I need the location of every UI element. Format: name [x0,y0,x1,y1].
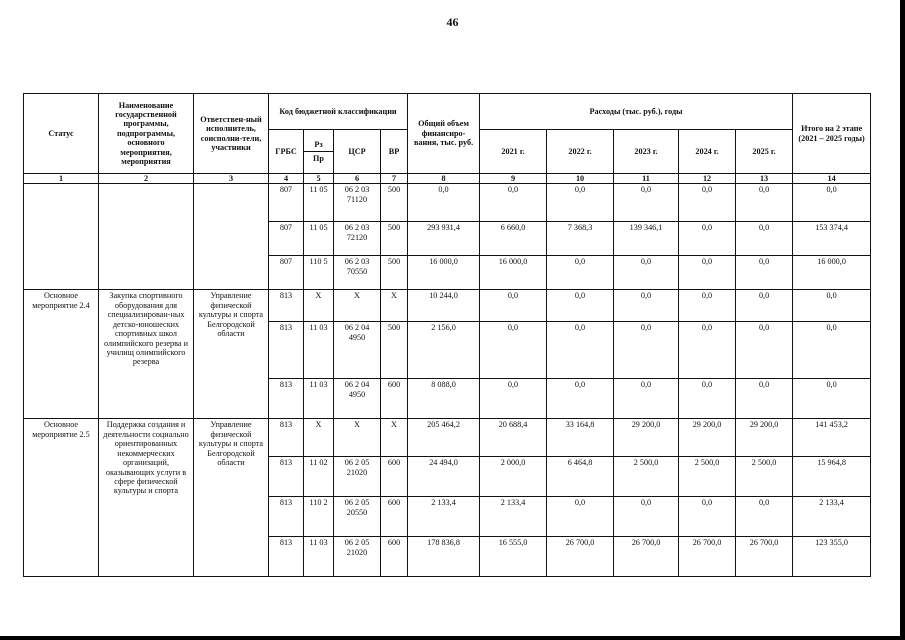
year-2021-cell: 20 688,4 [480,419,547,457]
year-2021-cell: 0,0 [480,379,547,419]
responsible-cell: Управление физической культуры и спорта Белгородской области [194,419,269,577]
year-2021-cell: 0,0 [480,322,547,379]
column-number-row [24,174,871,184]
year-2021-cell: 6 660,0 [480,222,547,256]
column-number: 13 [736,174,793,184]
year-2024-cell: 0,0 [679,322,736,379]
total-cell: 2 156,0 [408,322,480,379]
year-2024-cell: 0,0 [679,379,736,419]
budget-table [23,93,871,577]
year-2021-cell: 0,0 [480,290,547,322]
year-2021-cell: 2 000,0 [480,457,547,497]
rz-pr-cell: 11 05 [304,222,334,256]
vr-cell: 600 [381,379,408,419]
year-2025-cell: 0,0 [736,497,793,537]
responsible-cell: Управление физической культуры и спорта Белгородской области [194,290,269,419]
status-cell [24,184,99,290]
column-number: 3 [194,174,269,184]
total-cell: 205 464,2 [408,419,480,457]
column-number: 8 [408,174,480,184]
year-2023-cell: 0,0 [614,256,679,290]
status-cell: Основное мероприятие 2.4 [24,290,99,419]
rz-pr-cell: 11 03 [304,379,334,419]
header-budget-code: Код бюджетной классификации [269,94,408,130]
header-grbs: ГРБС [269,130,304,174]
year-2022-cell: 0,0 [547,184,614,222]
year-2025-cell: 0,0 [736,322,793,379]
total-cell: 10 244,0 [408,290,480,322]
header-rz-pr [304,130,334,174]
year-2023-cell: 139 346,1 [614,222,679,256]
scan-edge-right [900,0,905,640]
stage-total-cell: 141 453,2 [793,419,871,457]
year-2022-cell: 0,0 [547,290,614,322]
rz-pr-cell: 11 05 [304,184,334,222]
column-number: 11 [614,174,679,184]
rz-pr-cell: Х [304,419,334,457]
header-year-2024: 2024 г. [679,130,736,174]
column-number: 2 [99,174,194,184]
status-cell: Основное мероприятие 2.5 [24,419,99,577]
year-2022-cell: 0,0 [547,497,614,537]
grbs-cell: 813 [269,379,304,419]
year-2025-cell: 0,0 [736,256,793,290]
name-cell [99,184,194,290]
csr-cell: 06 2 04 4950 [334,322,381,379]
grbs-cell: 807 [269,256,304,290]
header-name: Наименование государственной программы, подпрограммы, основного мероприятия, мероприятия [99,94,194,174]
year-2022-cell: 0,0 [547,256,614,290]
csr-cell: 06 2 04 4950 [334,379,381,419]
stage-total-cell: 153 374,4 [793,222,871,256]
vr-cell: 500 [381,184,408,222]
column-number: 5 [304,174,334,184]
table-row [24,184,871,222]
rz-pr-cell: 11 03 [304,322,334,379]
year-2025-cell: 26 700,0 [736,537,793,577]
total-cell: 24 494,0 [408,457,480,497]
year-2025-cell: 29 200,0 [736,419,793,457]
vr-cell: Х [381,290,408,322]
vr-cell: 600 [381,457,408,497]
year-2022-cell: 6 464,8 [547,457,614,497]
year-2025-cell: 2 500,0 [736,457,793,497]
stage-total-cell: 123 355,0 [793,537,871,577]
column-number: 9 [480,174,547,184]
total-cell: 16 000,0 [408,256,480,290]
year-2021-cell: 2 133,4 [480,497,547,537]
header-pr: Пр [313,154,324,163]
year-2025-cell: 0,0 [736,290,793,322]
column-number: 12 [679,174,736,184]
year-2023-cell: 26 700,0 [614,537,679,577]
header-csr: ЦСР [334,130,381,174]
header-expenses: Расходы (тыс. руб.), годы [480,94,793,130]
header-year-2022: 2022 г. [547,130,614,174]
header-status: Статус [24,94,99,174]
year-2023-cell: 0,0 [614,184,679,222]
table-row [24,419,871,457]
year-2024-cell: 0,0 [679,222,736,256]
vr-cell: 600 [381,537,408,577]
header-responsible: Ответствен-ный исполнитель, соисполни-тели, участники [194,94,269,174]
total-cell: 8 088,0 [408,379,480,419]
stage-total-cell: 2 133,4 [793,497,871,537]
stage-total-cell: 15 964,8 [793,457,871,497]
year-2025-cell: 0,0 [736,222,793,256]
year-2024-cell: 0,0 [679,184,736,222]
year-2025-cell: 0,0 [736,184,793,222]
year-2023-cell: 0,0 [614,322,679,379]
csr-cell: 06 2 05 21020 [334,537,381,577]
name-cell: Закупка спортивного оборудования для специализирован-ных детско-юношеских спортивных школ олимпийского резерва и училищ олимпийского резерва [99,290,194,419]
responsible-cell [194,184,269,290]
csr-cell: 06 2 05 20550 [334,497,381,537]
grbs-cell: 813 [269,457,304,497]
year-2023-cell: 0,0 [614,290,679,322]
rz-pr-cell: 110 5 [304,256,334,290]
csr-cell: 06 2 03 70550 [334,256,381,290]
table-body [24,184,871,577]
csr-cell: Х [334,290,381,322]
stage-total-cell: 0,0 [793,322,871,379]
column-number: 6 [334,174,381,184]
column-number: 14 [793,174,871,184]
grbs-cell: 813 [269,537,304,577]
vr-cell: Х [381,419,408,457]
header-year-2025: 2025 г. [736,130,793,174]
total-cell: 2 133,4 [408,497,480,537]
header-stage-total: Итого на 2 этапе (2021 – 2025 годы) [793,94,871,174]
header-year-2021: 2021 г. [480,130,547,174]
rz-pr-cell: 110 2 [304,497,334,537]
year-2025-cell: 0,0 [736,379,793,419]
year-2024-cell: 0,0 [679,290,736,322]
year-2023-cell: 29 200,0 [614,419,679,457]
grbs-cell: 807 [269,184,304,222]
year-2022-cell: 33 164,8 [547,419,614,457]
stage-total-cell: 0,0 [793,184,871,222]
grbs-cell: 813 [269,419,304,457]
year-2024-cell: 26 700,0 [679,537,736,577]
csr-cell: Х [334,419,381,457]
year-2024-cell: 2 500,0 [679,457,736,497]
stage-total-cell: 16 000,0 [793,256,871,290]
year-2022-cell: 0,0 [547,379,614,419]
page-number: 46 [446,15,459,29]
total-cell: 293 931,4 [408,222,480,256]
csr-cell: 06 2 03 72120 [334,222,381,256]
year-2024-cell: 0,0 [679,497,736,537]
header-total-volume: Общий объем финансиро-вания, тыс. руб. [408,94,480,174]
scan-edge-bottom [0,636,905,640]
rz-pr-cell: Х [304,290,334,322]
vr-cell: 600 [381,497,408,537]
column-number: 1 [24,174,99,184]
rz-pr-cell: 11 03 [304,537,334,577]
column-number: 10 [547,174,614,184]
grbs-cell: 813 [269,322,304,379]
table-header [24,94,871,184]
column-number: 7 [381,174,408,184]
csr-cell: 06 2 03 71120 [334,184,381,222]
total-cell: 178 836,8 [408,537,480,577]
year-2021-cell: 16 000,0 [480,256,547,290]
stage-total-cell: 0,0 [793,290,871,322]
year-2022-cell: 7 368,3 [547,222,614,256]
grbs-cell: 813 [269,290,304,322]
table-row [24,290,871,322]
year-2023-cell: 0,0 [614,379,679,419]
vr-cell: 500 [381,222,408,256]
total-cell: 0,0 [408,184,480,222]
grbs-cell: 807 [269,222,304,256]
rz-pr-cell: 11 02 [304,457,334,497]
vr-cell: 500 [381,256,408,290]
header-vr: ВР [381,130,408,174]
year-2022-cell: 0,0 [547,322,614,379]
year-2021-cell: 16 555,0 [480,537,547,577]
year-2021-cell: 0,0 [480,184,547,222]
vr-cell: 500 [381,322,408,379]
stage-total-cell: 0,0 [793,379,871,419]
grbs-cell: 813 [269,497,304,537]
csr-cell: 06 2 05 21020 [334,457,381,497]
year-2023-cell: 0,0 [614,497,679,537]
year-2023-cell: 2 500,0 [614,457,679,497]
column-number: 4 [269,174,304,184]
header-rz: Рз [304,138,333,152]
year-2024-cell: 29 200,0 [679,419,736,457]
year-2024-cell: 0,0 [679,256,736,290]
name-cell: Поддержка создания и деятельности социально ориентированных некоммерческих организаций, оказывающих услуги в сфере физической культуры и спорта [99,419,194,577]
header-year-2023: 2023 г. [614,130,679,174]
year-2022-cell: 26 700,0 [547,537,614,577]
